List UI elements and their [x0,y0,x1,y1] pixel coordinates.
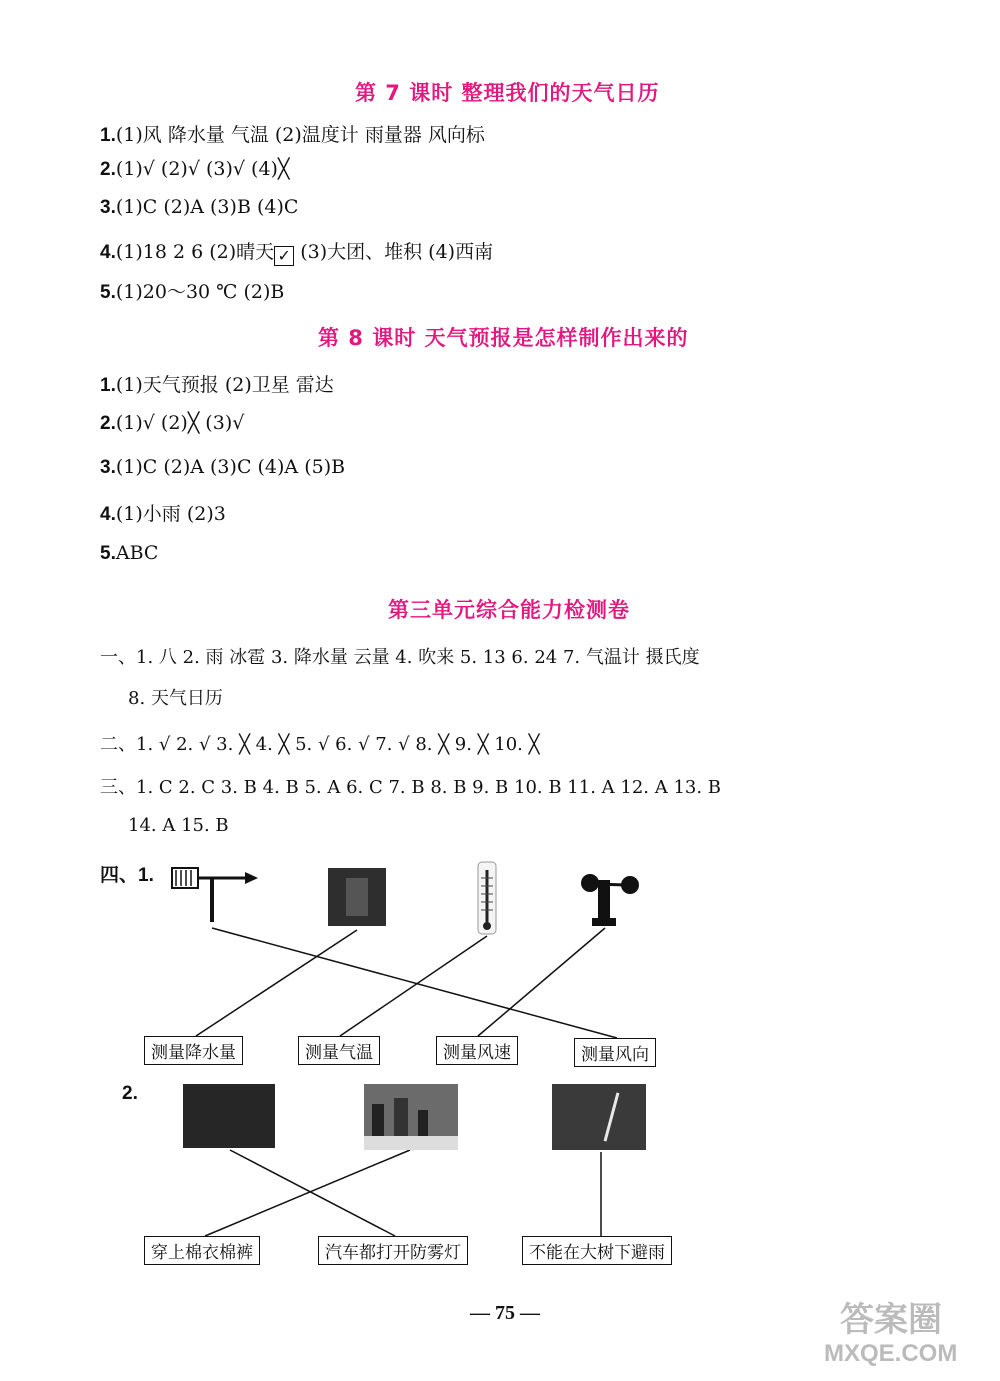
answer-text: (1)天气预报 (2)卫星 雷达 [115,374,334,396]
lesson8-title: 第 8 课时 天气预报是怎样制作出来的 [318,326,689,350]
question-number: 4. [100,242,116,263]
unit3-part3-line2: 14. A 15. B [128,815,229,836]
match-box-wind-speed: 测量风速 [436,1036,518,1065]
match-box-temperature: 测量气温 [298,1036,380,1065]
answer-text: (1)20～30 ℃ (2)B [115,281,285,303]
unit3-title: 第三单元综合能力检测卷 [388,598,630,622]
fog-photo [183,1084,275,1148]
question-number: 4. [100,504,116,525]
answer-text: (1)C (2)A (3)B (4)C [115,196,299,218]
rain-gauge-icon [328,868,386,926]
question-number: 5. [100,543,116,564]
unit3-part3-line1: 三、1. C 2. C 3. B 4. B 5. A 6. C 7. B 8. B 9. B 10. B 11. A 12. A 13. B [100,777,722,798]
thunderstorm-photo [552,1084,646,1150]
anemometer-icon [581,874,639,926]
lesson7-title: 第 7 课时 整理我们的天气日历 [355,81,660,105]
match-box-precipitation: 测量降水量 [144,1036,243,1065]
unit3-part1-line2: 8. 天气日历 [128,688,223,709]
question-number: 3. [100,457,116,478]
unit3-part1-line1: 一、1. 八 2. 雨 冰雹 3. 降水量 云量 4. 吹来 5. 13 6. 24 7. 气温计 摄氏度 [100,647,700,668]
match-box-cotton-clothes: 穿上棉衣棉裤 [144,1236,260,1265]
question-number: 1. [100,125,116,146]
answer-text: (3)大团、堆积 (4)西南 [294,241,494,263]
question-number: 3. [100,197,116,218]
thermometer-icon [478,862,496,934]
answer-text: ABC [115,542,159,564]
question-number: 2. [100,413,116,434]
wind-vane-icon [172,868,258,922]
unit3-part2: 二、1. √ 2. √ 3. ╳ 4. ╳ 5. √ 6. √ 7. √ 8. ╳ 9. ╳ 10. ╳ [100,734,540,755]
match-box-fog-lights: 汽车都打开防雾灯 [318,1236,468,1265]
checked-box-icon: ✓ [274,246,294,266]
match-box-no-tree-shelter: 不能在大树下避雨 [522,1236,672,1265]
answer-text: (1)√ (2)√ (3)√ (4)╳ [115,158,290,180]
question-number: 5. [100,282,116,303]
watermark-logo: 答案圈 [840,1301,942,1339]
part4-q2-label: 2. [122,1083,138,1104]
answer-text: (1)风 降水量 气温 (2)温度计 雨量器 风向标 [115,124,485,146]
match-box-wind-direction: 测量风向 [574,1038,656,1067]
snow-photo [364,1084,458,1150]
answer-text: (1)小雨 (2)3 [115,503,226,525]
answer-text: (1)√ (2)╳ (3)√ [115,412,245,434]
part4-q1-label: 四、1. [100,865,154,886]
question-number: 1. [100,375,116,396]
question-number: 2. [100,159,116,180]
page-number: — 75 — [470,1302,540,1324]
watermark-url: MXQE.COM [824,1340,958,1367]
answer-text: (1)C (2)A (3)C (4)A (5)B [115,456,346,478]
answer-text: (1)18 2 6 (2)晴天 [115,241,275,263]
